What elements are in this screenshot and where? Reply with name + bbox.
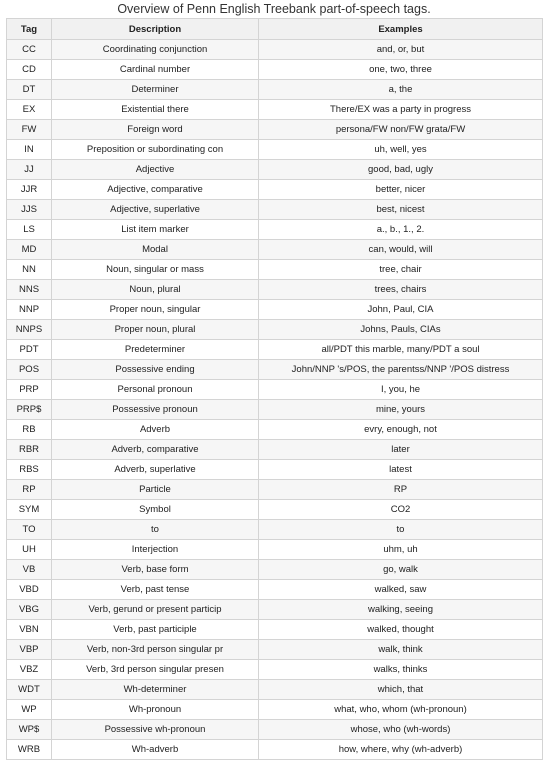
cell-description: Adverb, comparative bbox=[52, 440, 259, 460]
cell-description: Noun, singular or mass bbox=[52, 260, 259, 280]
table-row bbox=[7, 540, 543, 560]
table-row bbox=[7, 420, 543, 440]
table-row bbox=[7, 640, 543, 660]
cell-tag: VBP bbox=[7, 640, 52, 660]
table-row bbox=[7, 60, 543, 80]
cell-examples: uhm, uh bbox=[259, 540, 543, 560]
table-row bbox=[7, 160, 543, 180]
cell-examples: how, where, why (wh-adverb) bbox=[259, 740, 543, 760]
cell-description: Foreign word bbox=[52, 120, 259, 140]
cell-description: Cardinal number bbox=[52, 60, 259, 80]
cell-examples: walking, seeing bbox=[259, 600, 543, 620]
cell-description: Possessive wh-pronoun bbox=[52, 720, 259, 740]
cell-tag: PRP$ bbox=[7, 400, 52, 420]
cell-tag: VBD bbox=[7, 580, 52, 600]
cell-examples: can, would, will bbox=[259, 240, 543, 260]
cell-description: Proper noun, singular bbox=[52, 300, 259, 320]
cell-description: List item marker bbox=[52, 220, 259, 240]
cell-examples: John/NNP 's/POS, the parentss/NNP '/POS distress bbox=[259, 360, 543, 380]
table-row bbox=[7, 680, 543, 700]
table-row bbox=[7, 480, 543, 500]
cell-examples: walked, thought bbox=[259, 620, 543, 640]
cell-description: Determiner bbox=[52, 80, 259, 100]
table-row bbox=[7, 600, 543, 620]
table-row bbox=[7, 320, 543, 340]
cell-description: Adjective, comparative bbox=[52, 180, 259, 200]
table-row bbox=[7, 520, 543, 540]
cell-description: Verb, non-3rd person singular pr bbox=[52, 640, 259, 660]
cell-tag: VB bbox=[7, 560, 52, 580]
cell-examples: later bbox=[259, 440, 543, 460]
cell-tag: PDT bbox=[7, 340, 52, 360]
cell-examples: what, who, whom (wh-pronoun) bbox=[259, 700, 543, 720]
cell-description: Preposition or subordinating con bbox=[52, 140, 259, 160]
table-row bbox=[7, 440, 543, 460]
cell-description: Noun, plural bbox=[52, 280, 259, 300]
cell-examples: walks, thinks bbox=[259, 660, 543, 680]
cell-description: Adverb, superlative bbox=[52, 460, 259, 480]
cell-tag: NNPS bbox=[7, 320, 52, 340]
cell-tag: LS bbox=[7, 220, 52, 240]
cell-tag: VBZ bbox=[7, 660, 52, 680]
cell-tag: WP bbox=[7, 700, 52, 720]
cell-examples: There/EX was a party in progress bbox=[259, 100, 543, 120]
cell-tag: TO bbox=[7, 520, 52, 540]
cell-tag: JJR bbox=[7, 180, 52, 200]
cell-examples: tree, chair bbox=[259, 260, 543, 280]
cell-description: Modal bbox=[52, 240, 259, 260]
cell-description: Verb, gerund or present particip bbox=[52, 600, 259, 620]
table-row bbox=[7, 280, 543, 300]
cell-description: to bbox=[52, 520, 259, 540]
cell-tag: WRB bbox=[7, 740, 52, 760]
cell-examples: and, or, but bbox=[259, 40, 543, 60]
cell-examples: to bbox=[259, 520, 543, 540]
table-row bbox=[7, 660, 543, 680]
cell-description: Wh-adverb bbox=[52, 740, 259, 760]
cell-tag: FW bbox=[7, 120, 52, 140]
table-row bbox=[7, 100, 543, 120]
cell-description: Adjective bbox=[52, 160, 259, 180]
cell-tag: VBG bbox=[7, 600, 52, 620]
cell-description: Personal pronoun bbox=[52, 380, 259, 400]
cell-description: Proper noun, plural bbox=[52, 320, 259, 340]
cell-examples: trees, chairs bbox=[259, 280, 543, 300]
cell-tag: JJ bbox=[7, 160, 52, 180]
cell-description: Verb, 3rd person singular presen bbox=[52, 660, 259, 680]
cell-examples: John, Paul, CIA bbox=[259, 300, 543, 320]
cell-examples: walked, saw bbox=[259, 580, 543, 600]
cell-tag: NNS bbox=[7, 280, 52, 300]
cell-tag: VBN bbox=[7, 620, 52, 640]
cell-tag: DT bbox=[7, 80, 52, 100]
cell-description: Wh-pronoun bbox=[52, 700, 259, 720]
cell-tag: NNP bbox=[7, 300, 52, 320]
table-row bbox=[7, 140, 543, 160]
cell-examples: best, nicest bbox=[259, 200, 543, 220]
pos-tag-table bbox=[6, 18, 543, 760]
cell-description: Verb, past participle bbox=[52, 620, 259, 640]
cell-tag: CD bbox=[7, 60, 52, 80]
cell-examples: which, that bbox=[259, 680, 543, 700]
cell-description: Verb, past tense bbox=[52, 580, 259, 600]
cell-examples: one, two, three bbox=[259, 60, 543, 80]
table-row bbox=[7, 720, 543, 740]
cell-examples: mine, yours bbox=[259, 400, 543, 420]
table-row bbox=[7, 620, 543, 640]
table-row bbox=[7, 560, 543, 580]
cell-description: Existential there bbox=[52, 100, 259, 120]
cell-description: Symbol bbox=[52, 500, 259, 520]
table-row bbox=[7, 180, 543, 200]
table-row bbox=[7, 380, 543, 400]
table-row bbox=[7, 700, 543, 720]
header-examples: Examples bbox=[259, 19, 543, 40]
cell-description: Possessive pronoun bbox=[52, 400, 259, 420]
cell-tag: WDT bbox=[7, 680, 52, 700]
table-caption: Overview of Penn English Treebank part-of-speech tags. bbox=[117, 2, 431, 16]
cell-tag: WP$ bbox=[7, 720, 52, 740]
cell-tag: SYM bbox=[7, 500, 52, 520]
table-row bbox=[7, 300, 543, 320]
cell-examples: I, you, he bbox=[259, 380, 543, 400]
cell-examples: whose, who (wh-words) bbox=[259, 720, 543, 740]
cell-examples: evry, enough, not bbox=[259, 420, 543, 440]
cell-description: Coordinating conjunction bbox=[52, 40, 259, 60]
table-row bbox=[7, 360, 543, 380]
cell-examples: a., b., 1., 2. bbox=[259, 220, 543, 240]
cell-tag: RBS bbox=[7, 460, 52, 480]
cell-examples: walk, think bbox=[259, 640, 543, 660]
cell-description: Possessive ending bbox=[52, 360, 259, 380]
cell-tag: CC bbox=[7, 40, 52, 60]
header-tag: Tag bbox=[7, 19, 52, 40]
table-row bbox=[7, 40, 543, 60]
cell-description: Interjection bbox=[52, 540, 259, 560]
table-row bbox=[7, 580, 543, 600]
cell-examples: all/PDT this marble, many/PDT a soul bbox=[259, 340, 543, 360]
cell-tag: RB bbox=[7, 420, 52, 440]
cell-tag: MD bbox=[7, 240, 52, 260]
table-row bbox=[7, 260, 543, 280]
cell-examples: Johns, Pauls, CIAs bbox=[259, 320, 543, 340]
table-row bbox=[7, 460, 543, 480]
cell-tag: JJS bbox=[7, 200, 52, 220]
cell-examples: uh, well, yes bbox=[259, 140, 543, 160]
cell-examples: latest bbox=[259, 460, 543, 480]
cell-examples: CO2 bbox=[259, 500, 543, 520]
table-row bbox=[7, 80, 543, 100]
table-row bbox=[7, 200, 543, 220]
cell-examples: RP bbox=[259, 480, 543, 500]
cell-description: Wh-determiner bbox=[52, 680, 259, 700]
cell-tag: IN bbox=[7, 140, 52, 160]
cell-examples: persona/FW non/FW grata/FW bbox=[259, 120, 543, 140]
table-body bbox=[7, 40, 543, 760]
cell-description: Predeterminer bbox=[52, 340, 259, 360]
table-row bbox=[7, 400, 543, 420]
cell-examples: a, the bbox=[259, 80, 543, 100]
cell-examples: good, bad, ugly bbox=[259, 160, 543, 180]
cell-tag: UH bbox=[7, 540, 52, 560]
cell-tag: RBR bbox=[7, 440, 52, 460]
table-row bbox=[7, 120, 543, 140]
cell-tag: RP bbox=[7, 480, 52, 500]
cell-description: Adjective, superlative bbox=[52, 200, 259, 220]
cell-description: Particle bbox=[52, 480, 259, 500]
cell-description: Adverb bbox=[52, 420, 259, 440]
table-row bbox=[7, 240, 543, 260]
table-row bbox=[7, 340, 543, 360]
cell-tag: EX bbox=[7, 100, 52, 120]
cell-examples: go, walk bbox=[259, 560, 543, 580]
header-description: Description bbox=[52, 19, 259, 40]
cell-description: Verb, base form bbox=[52, 560, 259, 580]
cell-examples: better, nicer bbox=[259, 180, 543, 200]
table-row bbox=[7, 220, 543, 240]
table-row bbox=[7, 740, 543, 760]
table-header-row bbox=[7, 19, 543, 40]
cell-tag: PRP bbox=[7, 380, 52, 400]
cell-tag: POS bbox=[7, 360, 52, 380]
table-row bbox=[7, 500, 543, 520]
cell-tag: NN bbox=[7, 260, 52, 280]
